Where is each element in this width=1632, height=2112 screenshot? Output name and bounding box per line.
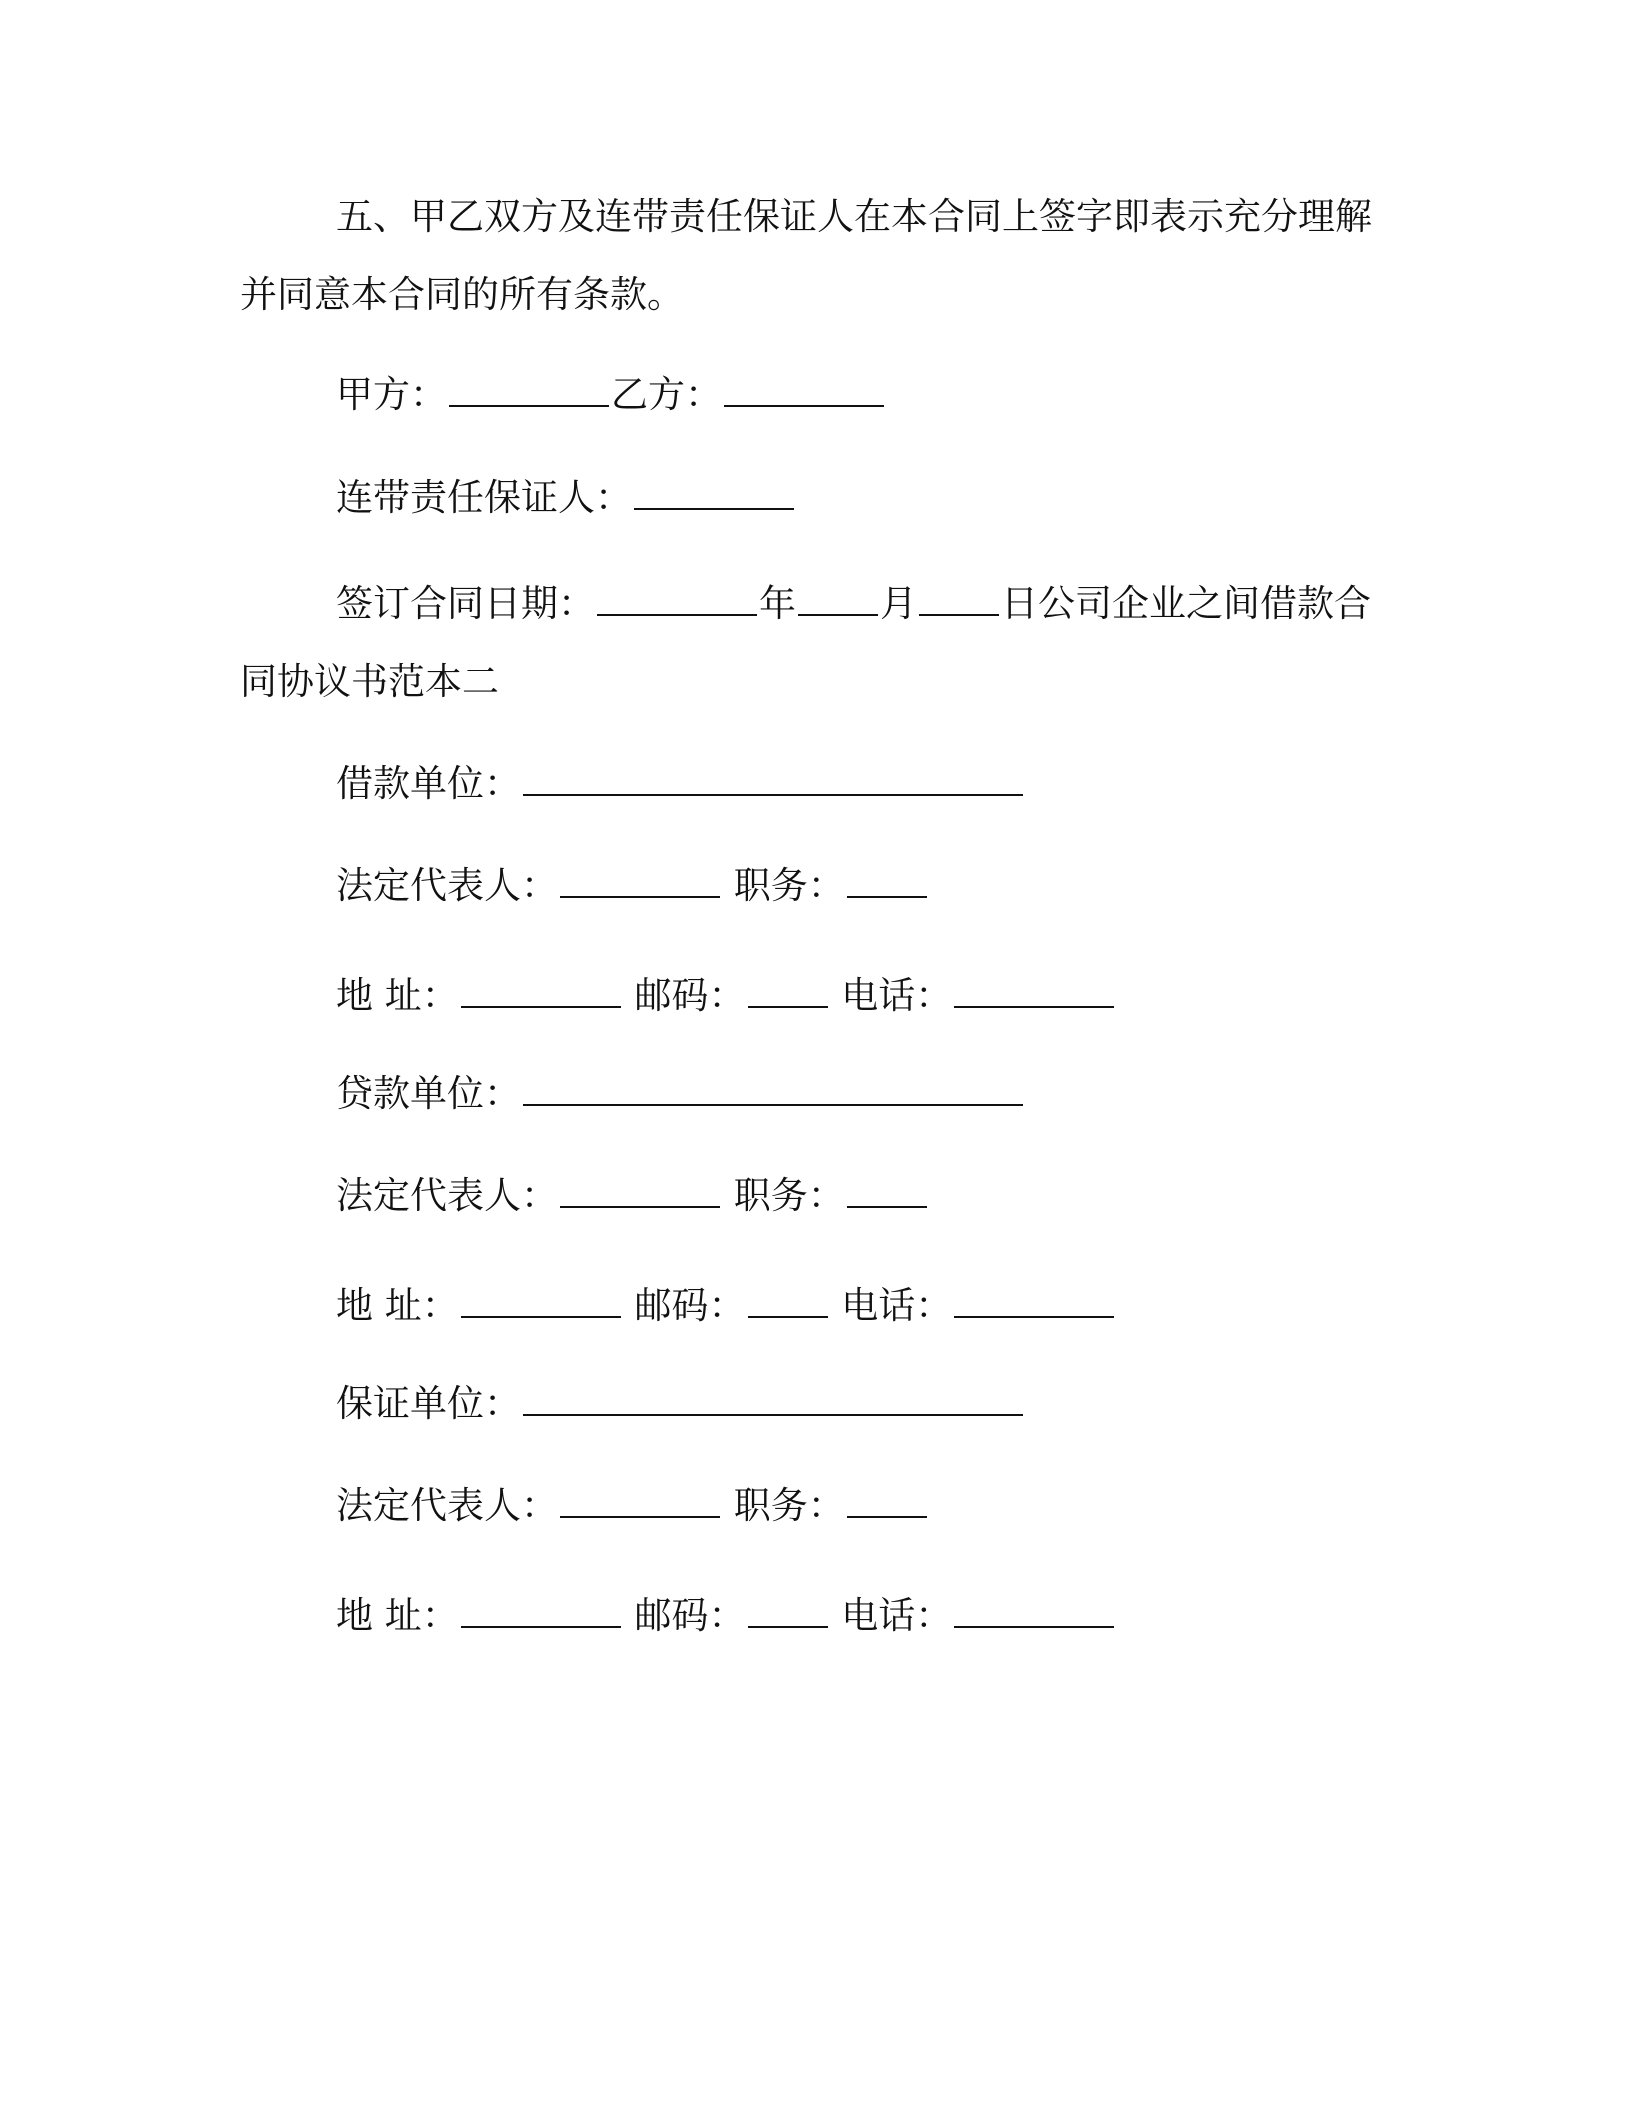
- sign-month-blank[interactable]: [798, 584, 878, 616]
- borrower-address-blank[interactable]: [461, 976, 621, 1008]
- lender-address-line: [336, 1282, 1116, 1330]
- guarantor-address-blank[interactable]: [461, 1596, 621, 1628]
- guarantor-postcode-label: 邮码：: [634, 1594, 746, 1637]
- guarantor-unit-blank[interactable]: [523, 1384, 1023, 1416]
- guarantor-position-label: 职务：: [733, 1484, 845, 1527]
- borrower-position-blank[interactable]: [847, 866, 927, 898]
- lender-phone-label: 电话：: [841, 1284, 953, 1327]
- borrower-rep-blank[interactable]: [560, 866, 720, 898]
- guarantor-rep-label: 法定代表人：: [336, 1484, 558, 1527]
- lender-phone-blank[interactable]: [954, 1286, 1114, 1318]
- borrower-unit-label: 借款单位：: [336, 762, 521, 805]
- joint-guarantor-blank[interactable]: [634, 478, 794, 510]
- borrower-address-label: 地 址：: [336, 974, 459, 1017]
- clause-five: [240, 178, 1380, 334]
- guarantor-rep-blank[interactable]: [560, 1486, 720, 1518]
- sign-date-paragraph: [240, 565, 1380, 721]
- clause-five-text: 五、甲乙双方及连带责任保证人在本合同上签字即表示充分理解并同意本合同的所有条款。: [240, 195, 1372, 316]
- borrower-address-line: [336, 972, 1116, 1020]
- borrower-unit-line: [336, 760, 1025, 808]
- borrower-phone-label: 电话：: [841, 974, 953, 1017]
- lender-position-label: 职务：: [733, 1174, 845, 1217]
- borrower-position-label: 职务：: [733, 864, 845, 907]
- guarantor-position-blank[interactable]: [847, 1486, 927, 1518]
- borrower-rep-line: [336, 862, 929, 910]
- lender-address-blank[interactable]: [461, 1286, 621, 1318]
- guarantor-address-line: [336, 1592, 1116, 1640]
- guarantor-address-label: 地 址：: [336, 1594, 459, 1637]
- lender-address-label: 地 址：: [336, 1284, 459, 1327]
- guarantor-signature-line: [336, 474, 796, 522]
- guarantor-unit-label: 保证单位：: [336, 1382, 521, 1425]
- guarantor-rep-line: [336, 1482, 929, 1530]
- lender-unit-blank[interactable]: [523, 1074, 1023, 1106]
- lender-postcode-blank[interactable]: [748, 1286, 828, 1318]
- lender-rep-label: 法定代表人：: [336, 1174, 558, 1217]
- borrower-phone-blank[interactable]: [954, 976, 1114, 1008]
- day-and-title: 日公司企业之间借款合: [1001, 582, 1371, 625]
- party-b-blank[interactable]: [724, 375, 884, 407]
- guarantor-unit-line: [336, 1380, 1025, 1428]
- sign-day-blank[interactable]: [919, 584, 999, 616]
- borrower-unit-blank[interactable]: [523, 764, 1023, 796]
- lender-unit-line: [336, 1070, 1025, 1118]
- borrower-postcode-label: 邮码：: [634, 974, 746, 1017]
- sign-date-label: 签订合同日期：: [336, 582, 595, 625]
- guarantor-phone-blank[interactable]: [954, 1596, 1114, 1628]
- year-unit: 年: [759, 582, 796, 625]
- party-b-label: 乙方：: [611, 373, 722, 416]
- month-unit: 月: [880, 582, 917, 625]
- guarantor-phone-label: 电话：: [841, 1594, 953, 1637]
- party-signature-line: [336, 371, 886, 419]
- lender-rep-line: [336, 1172, 929, 1220]
- lender-unit-label: 贷款单位：: [336, 1072, 521, 1115]
- lender-rep-blank[interactable]: [560, 1176, 720, 1208]
- borrower-rep-label: 法定代表人：: [336, 864, 558, 907]
- joint-guarantor-label: 连带责任保证人：: [336, 476, 632, 519]
- sign-year-blank[interactable]: [597, 584, 757, 616]
- party-a-label: 甲方：: [336, 373, 447, 416]
- lender-postcode-label: 邮码：: [634, 1284, 746, 1327]
- party-a-blank[interactable]: [449, 375, 609, 407]
- guarantor-postcode-blank[interactable]: [748, 1596, 828, 1628]
- borrower-postcode-blank[interactable]: [748, 976, 828, 1008]
- title-continuation: 同协议书范本二: [240, 660, 499, 703]
- lender-position-blank[interactable]: [847, 1176, 927, 1208]
